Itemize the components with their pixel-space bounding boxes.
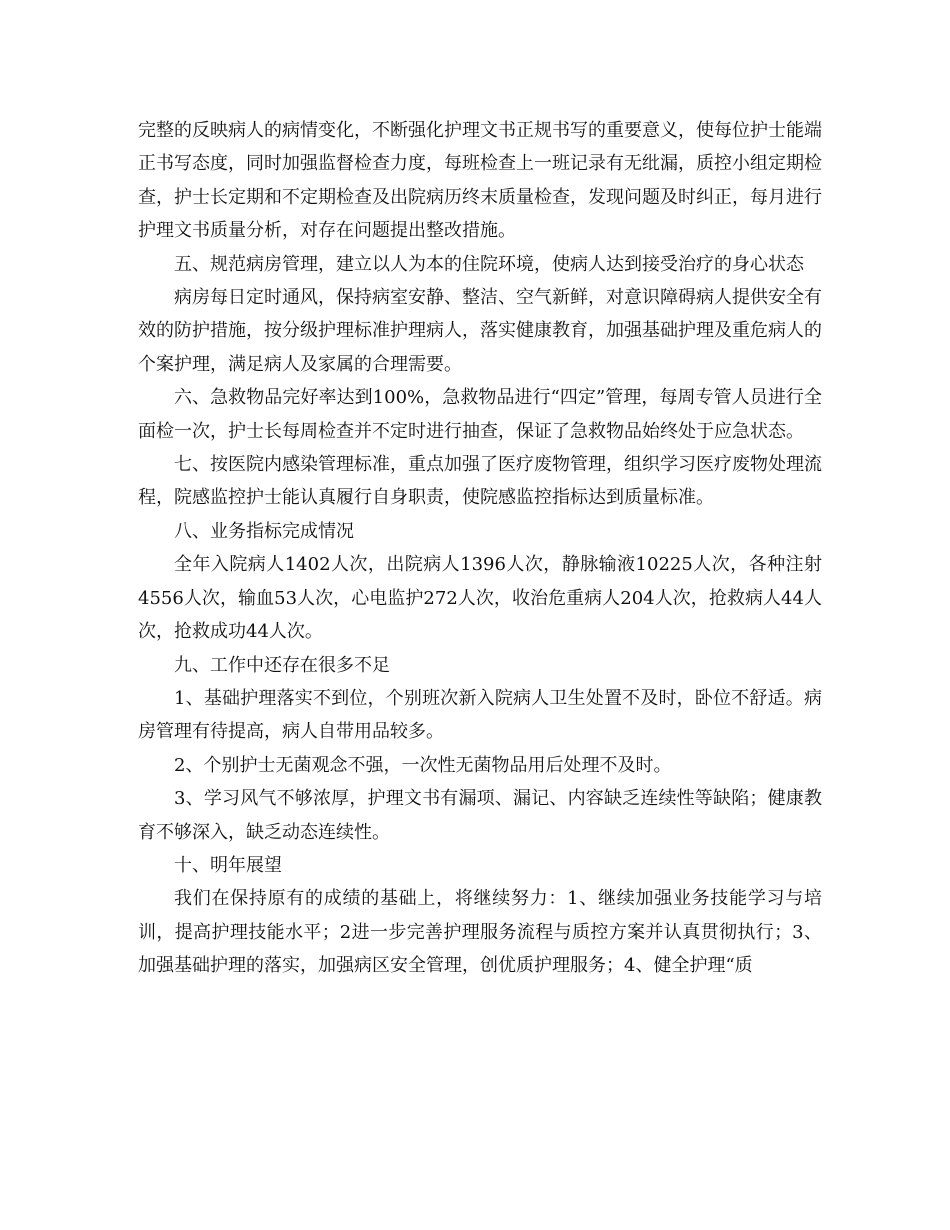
shortcoming-item-2: 2、个别护士无菌观念不强，一次性无菌物品用后处理不及时。 xyxy=(174,754,672,776)
paragraph-business-indicators: 全年入院病人1402人次，出院病人1396人次，静脉输液10225人次，各种注射4556人次，输血53人次，心电监护272人次，收治危重病人204人次，抢救病人44人次，抢救成功44人次。 xyxy=(138,554,822,643)
document-body xyxy=(138,114,822,983)
paragraph-continuation: 完整的反映病人的病情变化，不断强化护理文书正规书写的重要意义，使每位护士能端正书写态度，同时加强监督检查力度，每班检查上一班记录有无纰漏，质控小组定期检查，护士长定期和不定期检查及出院病历终末质量检查，发现问题及时纠正，每月进行护理文书质量分析，对存在问题提出整改措施。 xyxy=(138,120,822,242)
section-heading-9: 九、工作中还存在很多不足 xyxy=(174,654,390,676)
paragraph-ward-management: 病房每日定时通风，保持病室安静、整洁、空气新鲜，对意识障碍病人提供安全有效的防护措施，按分级护理标准护理病人，落实健康教育，加强基础护理及重危病人的个案护理，满足病人及家属的合理需要。 xyxy=(138,287,822,375)
section-heading-8: 八、业务指标完成情况 xyxy=(174,520,354,542)
section-heading-10: 十、明年展望 xyxy=(174,854,282,876)
section-heading-5: 五、规范病房管理，建立以人为本的住院环境，使病人达到接受治疗的身心状态 xyxy=(174,253,804,275)
section-heading-6: 六、急救物品完好率达到100%，急救物品进行“四定”管理，每周专管人员进行全面检一次，护士长每周检查并不定时进行抽查，保证了急救物品始终处于应急状态。 xyxy=(138,387,822,442)
shortcoming-item-1: 1、基础护理落实不到位，个别班次新入院病人卫生处置不及时，卧位不舒适。病房管理有待提高，病人自带用品较多。 xyxy=(138,687,822,743)
section-heading-7: 七、按医院内感染管理标准，重点加强了医疗废物管理，组织学习医疗废物处理流程，院感监控护士能认真履行自身职责，使院感监控指标达到质量标准。 xyxy=(138,454,822,509)
paragraph-outlook: 我们在保持原有的成绩的基础上，将继续努力：1、继续加强业务技能学习与培训，提高护理技能水平；2进一步完善护理服务流程与质控方案并认真贯彻执行；3、加强基础护理的落实，加强病区安全管理，创优质护理服务；4、健全护理“质 xyxy=(138,888,822,977)
shortcoming-item-3: 3、学习风气不够浓厚，护理文书有漏项、漏记、内容缺乏连续性等缺陷；健康教育不够深入，缺乏动态连续性。 xyxy=(138,788,822,843)
